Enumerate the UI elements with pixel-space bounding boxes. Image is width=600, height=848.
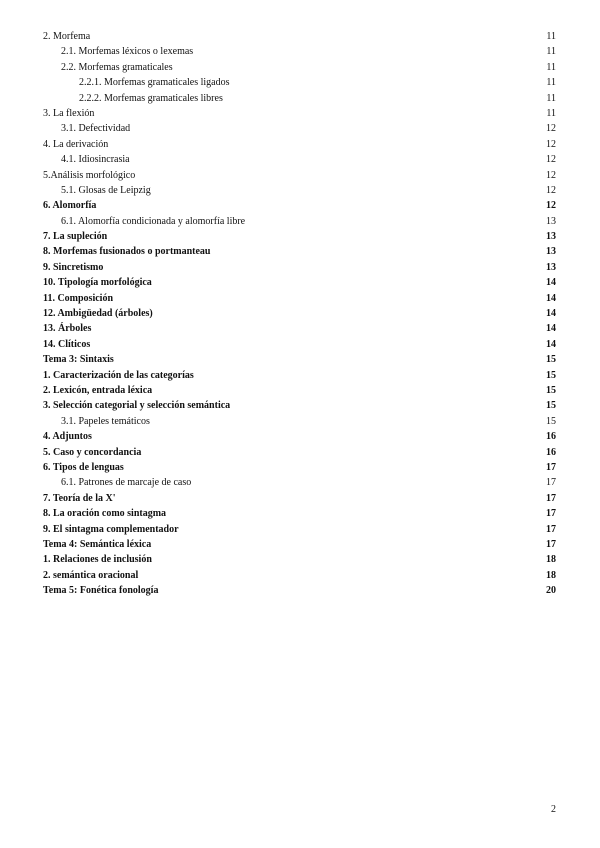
toc-entry[interactable] [43,106,556,121]
toc-entry-title: 5.Análisis morfológico [43,169,136,181]
toc-entry-page: 14 [546,277,556,289]
toc-entry[interactable] [43,368,556,383]
toc-entry-title: 3.1. Papeles temáticos [61,415,150,427]
toc-entry-page: 11 [546,61,556,73]
table-of-contents [43,29,556,598]
toc-entry-title: 9. Sincretismo [43,261,104,273]
toc-entry-title: Tema 3: Sintaxis [43,354,114,366]
toc-entry-title: 2.2.1. Morfemas gramaticales ligados [79,77,230,89]
toc-entry-title: 12. Ambigüedad (árboles) [43,308,153,320]
toc-entry[interactable] [43,568,556,583]
toc-entry-title: 9. El sintagma complementador [43,523,179,535]
toc-entry-title: 2.2.2. Morfemas gramaticales libres [79,92,223,104]
toc-entry[interactable] [43,475,556,490]
toc-entry-page: 12 [546,123,556,135]
toc-entry-title: 3. La flexión [43,107,95,119]
toc-entry-title: 4.1. Idiosincrasia [61,154,130,166]
toc-entry-page: 16 [546,431,556,443]
toc-entry-title: 6.1. Patrones de marcaje de caso [61,477,192,489]
toc-entry[interactable] [43,522,556,537]
toc-entry-page: 13 [546,246,556,258]
toc-entry-title: 10. Tipología morfológica [43,277,152,289]
toc-entry-title: 1. Caracterización de las categorías [43,369,194,381]
toc-entry-page: 11 [546,31,556,42]
toc-entry[interactable] [43,321,556,336]
toc-entry-page: 12 [546,154,556,166]
toc-entry-page: 11 [546,92,556,104]
toc-entry-title: Tema 5: Fonética fonología [43,585,159,597]
toc-entry-page: 15 [546,400,556,412]
toc-entry[interactable] [43,137,556,152]
toc-entry-title: 2.2. Morfemas gramaticales [61,61,173,73]
toc-entry-page: 12 [546,200,556,212]
toc-entry[interactable] [43,152,556,167]
toc-entry[interactable] [43,306,556,321]
toc-entry-title: 11. Composición [43,292,114,304]
toc-entry-page: 12 [546,184,556,196]
toc-entry-title: 4. Adjuntos [43,431,92,443]
toc-entry[interactable] [43,44,556,59]
toc-entry-page: 14 [546,323,556,335]
toc-entry[interactable] [43,506,556,521]
toc-entry-page: 17 [546,461,556,473]
toc-entry-title: 5. Caso y concordancia [43,446,142,458]
toc-entry-page: 14 [546,338,556,350]
toc-entry[interactable] [43,583,556,598]
toc-entry[interactable] [43,214,556,229]
page-number: 2 [551,804,556,815]
toc-entry[interactable] [43,537,556,552]
toc-entry-page: 13 [546,231,556,243]
toc-entry-title: 2. Morfema [43,31,91,42]
toc-entry[interactable] [43,244,556,259]
toc-entry[interactable] [43,383,556,398]
toc-entry[interactable] [43,275,556,290]
toc-entry[interactable] [43,445,556,460]
toc-entry[interactable] [43,168,556,183]
toc-entry[interactable] [43,429,556,444]
toc-entry-page: 13 [546,215,556,227]
toc-entry-page: 13 [546,261,556,273]
toc-entry[interactable] [43,337,556,352]
toc-entry-title: 3. Selección categorial y selección semántica [43,400,231,412]
toc-entry[interactable] [43,414,556,429]
toc-entry-page: 17 [546,508,556,520]
toc-entry-page: 11 [546,107,556,119]
toc-entry-page: 17 [546,538,556,550]
toc-entry[interactable] [43,91,556,106]
toc-entry-page: 18 [546,554,556,566]
toc-entry-title: 14. Clíticos [43,338,91,350]
toc-entry[interactable] [43,552,556,567]
toc-entry-page: 15 [546,384,556,396]
toc-entry-page: 15 [546,369,556,381]
toc-entry-title: 8. La oración como sintagma [43,508,167,520]
toc-entry[interactable] [43,398,556,413]
toc-entry-title: Tema 4: Semántica léxica [43,538,152,550]
toc-entry-title: 6. Tipos de lenguas [43,461,124,473]
toc-entry[interactable] [43,75,556,90]
toc-entry[interactable] [43,60,556,75]
toc-entry-page: 15 [546,415,556,427]
toc-entry[interactable] [43,460,556,475]
toc-entry-title: 5.1. Glosas de Leipzig [61,184,151,196]
toc-entry[interactable] [43,260,556,275]
toc-entry-page: 16 [546,446,556,458]
toc-entry-title: 3.1. Defectividad [61,123,131,135]
toc-entry-page: 11 [546,46,556,58]
toc-entry[interactable] [43,183,556,198]
toc-entry-title: 2.1. Morfemas léxicos o lexemas [61,46,194,58]
toc-entry[interactable] [43,121,556,136]
toc-entry[interactable] [43,198,556,213]
toc-entry-page: 18 [546,569,556,581]
toc-entry-page: 20 [546,585,556,597]
toc-entry-page: 14 [546,292,556,304]
toc-entry-title: 1. Relaciones de inclusión [43,554,152,566]
toc-entry-title: 6.1. Alomorfía condicionada y alomorfía libre [61,215,246,227]
toc-entry[interactable] [43,229,556,244]
toc-entry-page: 17 [546,523,556,535]
toc-entry-page: 14 [546,308,556,320]
toc-entry-page: 15 [546,354,556,366]
toc-entry-title: 2. semántica oracional [43,569,139,581]
toc-entry[interactable] [43,29,556,44]
toc-entry-page: 12 [546,169,556,181]
toc-entry-title: 13. Árboles [43,323,92,335]
toc-entry-title: 7. Teoría de la X' [43,492,116,504]
toc-entry-title: 8. Morfemas fusionados o portmanteau [43,246,211,258]
toc-entry-title: 7. La supleción [43,231,108,243]
toc-entry-title: 4. La derivación [43,138,109,150]
toc-entry-page: 17 [546,477,556,489]
toc-entry-title: 2. Lexicón, entrada léxica [43,384,153,396]
toc-entry[interactable] [43,291,556,306]
toc-entry-title: 6. Alomorfía [43,200,97,212]
toc-entry[interactable] [43,491,556,506]
toc-entry-page: 11 [546,77,556,89]
toc-entry-page: 12 [546,138,556,150]
toc-entry[interactable] [43,352,556,367]
toc-entry-page: 17 [546,492,556,504]
